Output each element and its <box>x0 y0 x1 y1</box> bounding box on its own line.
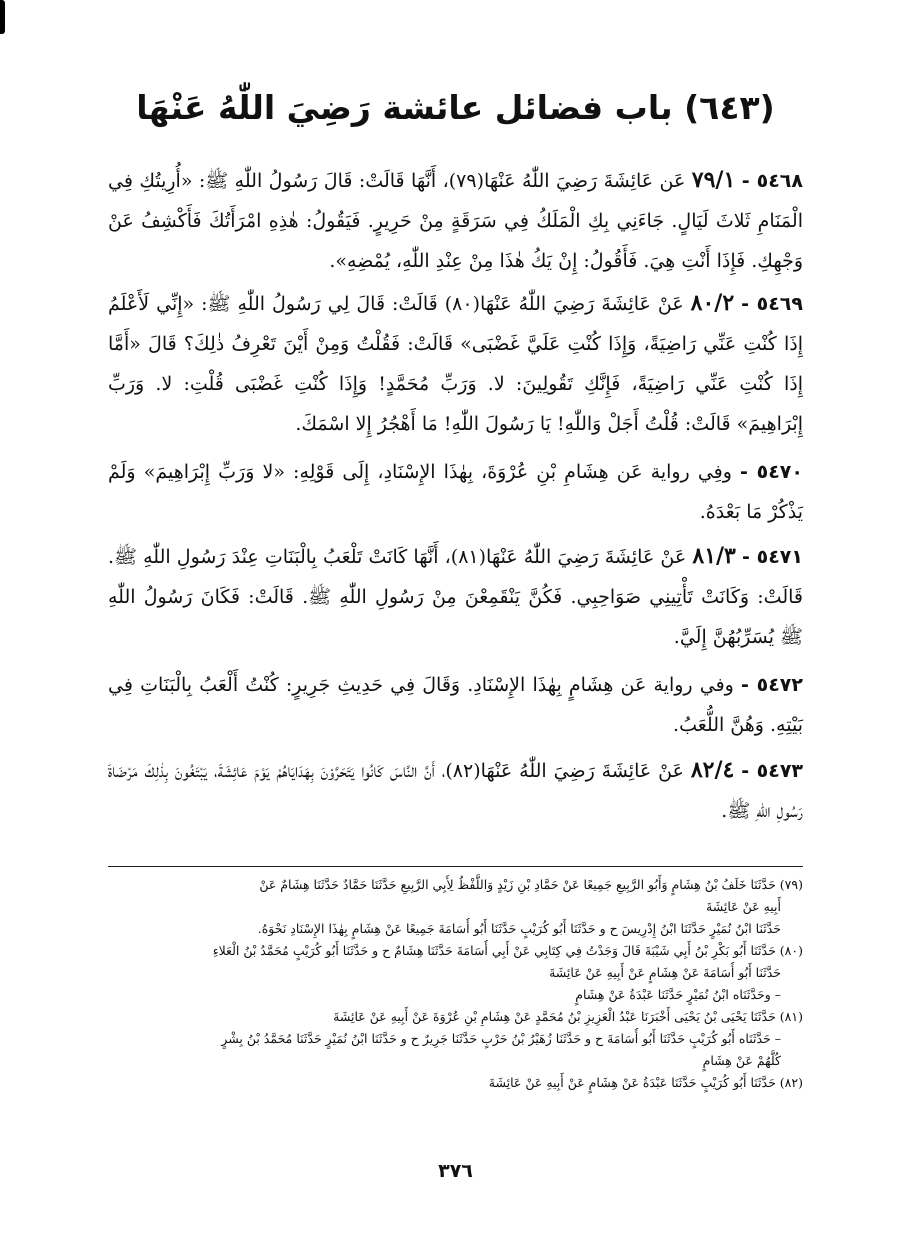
hadith-number: ٥٤٧٢ - <box>741 674 803 696</box>
hadith-number: ٥٤٧٣ - <box>741 760 804 782</box>
hadith-5469 <box>108 283 803 444</box>
hadith-reference: ٨٠/٢ <box>690 290 735 316</box>
hadith-5472 <box>108 665 803 745</box>
scan-edge-mark <box>0 0 5 34</box>
hadith-reference: ٨١/٣ <box>692 543 736 569</box>
footnote-line: (٨٢) حَدَّثَنَا أَبُو كُرَيْبٍ حَدَّثَنَا عَبْدَةُ عَنْ هِشَامٍ عَنْ أَبِيهِ عَنْ عَائِشَةَ <box>488 1075 803 1090</box>
hadith-text: وفِي رواية عَن هِشَامِ بْنِ عُرْوَةَ، بِهٰذَا الإِسْنَادِ، إِلَى قَوْلِهِ: «لا وَرَبِّ إِبْرَاهِيمَ» وَلَمْ يَذْكُرْ مَا بَعْدَهُ. <box>108 461 803 523</box>
hadith-5468 <box>108 160 803 281</box>
hadith-5471 <box>108 536 803 657</box>
hadith-reference: ٨٢/٤ <box>690 757 735 783</box>
chapter-title: (٦٤٣) باب فضائل عائشة رَضِيَ اللّٰهُ عَنْهَا <box>136 88 775 127</box>
hadith-reference: ٧٩/١ <box>691 167 736 193</box>
footnote-line: حَدَّثَنَا ابْنُ نُمَيْرٍ حَدَّثَنَا ابْنُ إِدْرِيسَ ح و حَدَّثَنَا أَبُو كُرَيْبٍ حَدَّثَنَا أَبُو أُسَامَةَ جَمِيعًا عَنْ هِشَامٍ بِهٰذَا الإِسْنَادِ نَحْوَهُ. <box>257 921 781 936</box>
hadith-text: عَن عَائِشَةَ رَضِيَ اللّٰهُ عَنْهَا(٧٩)، أَنَّهَا قَالَتْ: قَالَ رَسُولُ اللّٰهِ ﷺ: «أُرِيتُكِ فِي الْمَنَامِ ثَلاثَ لَيَالٍ. جَاءَنِي بِكِ الْمَلَكُ فِي سَرَقَةٍ مِنْ حَرِيرٍ. فَيَقُولُ: هٰذِهِ امْرَأَتُكَ فَأَكْشِفُ عَنْ وَجْهِكِ. فَإِذَا أَنْتِ هِيَ. فَأَقُولُ: إِنْ يَكُ هٰذَا مِنْ عِنْدِ اللّٰهِ، يُمْضِهِ». <box>108 170 803 272</box>
hadith-5470 <box>108 452 803 532</box>
hadith-number: ٥٤٦٩ - <box>741 293 803 315</box>
footnote-separator <box>108 866 803 867</box>
footnote-line: (٨٠) حَدَّثَنَا أَبُو بَكْرِ بْنُ أَبِي شَيْبَةَ قَالَ وَجَدْتُ فِي كِتَابِي عَنْ أَبِي أُسَامَةَ حَدَّثَنَا هِشَامٌ ح و حَدَّثَنَا أَبُو كُرَيْبٍ مُحَمَّدُ بْنُ الْعَلاءِ <box>212 943 803 958</box>
footnote-line: أَبِيهِ عَنْ عَائِشَةَ <box>706 899 781 914</box>
footnote-line: (٧٩) حَدَّثَنَا خَلَفُ بْنُ هِشَامٍ وَأَبُو الرَّبِيعِ جَمِيعًا عَنْ حَمَّادِ بْنِ زَيْدٍ وَاللَّفْظُ لِأَبِي الرَّبِيعِ حَدَّثَنَا حَمَّادٌ حَدَّثَنَا هِشَامٌ عَنْ <box>259 877 803 892</box>
hadith-number: ٥٤٧٠ - <box>740 461 803 483</box>
hadith-5473 <box>108 750 803 831</box>
footnote-line: – حَدَّثَنَاه أَبُو كُرَيْبٍ حَدَّثَنَا أَبُو أُسَامَةَ ح و حَدَّثَنَا زُهَيْرُ بْنُ حَرْبٍ حَدَّثَنَا جَرِيرٌ ح و حَدَّثَنَا ابْنُ نُمَيْرٍ حَدَّثَنَا مُحَمَّدُ بْنُ بِشْرٍ <box>221 1031 781 1046</box>
hadith-text: عَنْ عَائِشَةَ رَضِيَ اللّٰهُ عَنْهَا(٨١)، أَنَّهَا كَانَتْ تَلْعَبُ بِالْبَنَاتِ عِنْدَ رَسُولِ اللّٰهِ ﷺ. قَالَتْ: وَكَانَتْ تَأْتِينِي صَوَاحِبِي. فَكُنَّ يَنْقَمِعْنَ مِنْ رَسُولِ اللّٰهِ ﷺ. قَالَتْ: فَكَانَ رَسُولُ اللّٰهِ ﷺ يُسَرِّبُهُنَّ إِلَيَّ. <box>108 546 803 648</box>
hadith-text: وفي رواية عَن هِشَامٍ بِهٰذَا الإِسْنَادِ. وَقَالَ فِي حَدِيثِ جَرِيرٍ: كُنْتُ أَلْعَبُ بِالْبَنَاتِ فِي بَيْتِهِ. وَهُنَّ اللُّعَبُ. <box>108 674 803 736</box>
hadith-text: عَنْ عَائِشَةَ رَضِيَ اللّٰهُ عَنْهَا(٨٢)، أَنَّ النَّاسَ كَانُوا يَتَحَرَّوْنَ بِهَدَايَاهُمْ يَوْمَ عَائِشَةَ، يَبْتَغُونَ بِذٰلِكَ مَرْضَاةَ رَسُولِ اللّٰهِ ﷺ. <box>108 760 803 822</box>
hadith-number: ٥٤٦٨ - <box>741 170 803 192</box>
footnote-line: – وحَدَّثَنَاه ابْنُ نُمَيْرٍ حَدَّثَنَا عَبْدَةُ عَنْ هِشَامٍ <box>575 987 781 1002</box>
footnote-line: حَدَّثَنَا أَبُو أُسَامَةَ عَنْ هِشَامٍ عَنْ أَبِيهِ عَنْ عَائِشَةَ <box>549 965 781 980</box>
page-number: ٣٧٦ <box>438 1160 473 1182</box>
footnote-line: كُلُّهُمْ عَنْ هِشَامٍ <box>702 1053 781 1068</box>
footnotes <box>108 874 803 1094</box>
footnote-line: (٨١) حَدَّثَنَا يَحْيَى بْنُ يَحْيَى أَخْبَرَنَا عَبْدُ الْعَزِيزِ بْنُ مُحَمَّدٍ عَنْ هِشَامِ بْنِ عُرْوَةَ عَنْ أَبِيهِ عَنْ عَائِشَةَ <box>333 1009 803 1024</box>
hadith-text: عَنْ عَائِشَةَ رَضِيَ اللّٰهُ عَنْهَا(٨٠) قَالَتْ: قَالَ لِي رَسُولُ اللّٰهِ ﷺ: «إِنِّي لَأَعْلَمُ إِذَا كُنْتِ عَنِّي رَاضِيَةً، وَإِذَا كُنْتِ عَلَيَّ غَضْبَى» قَالَتْ: فَقُلْتُ وَمِنْ أَيْنَ تَعْرِفُ ذٰلِكَ؟ قَالَ «أَمَّا إِذَا كُنْتِ عَنِّي رَاضِيَةً، فَإِنَّكِ تَقُولِينَ: لا. وَرَبِّ مُحَمَّدٍ! وَإِذَا كُنْتِ غَضْبَى قُلْتِ: لا. وَرَبِّ إِبْرَاهِيمَ» قَالَتْ: قُلْتُ أَجَلْ وَاللّٰهِ! يَا رَسُولَ اللّٰهِ! مَا أَهْجُرُ إِلا اسْمَكَ. <box>108 293 803 435</box>
hadith-number: ٥٤٧١ - <box>742 546 803 568</box>
